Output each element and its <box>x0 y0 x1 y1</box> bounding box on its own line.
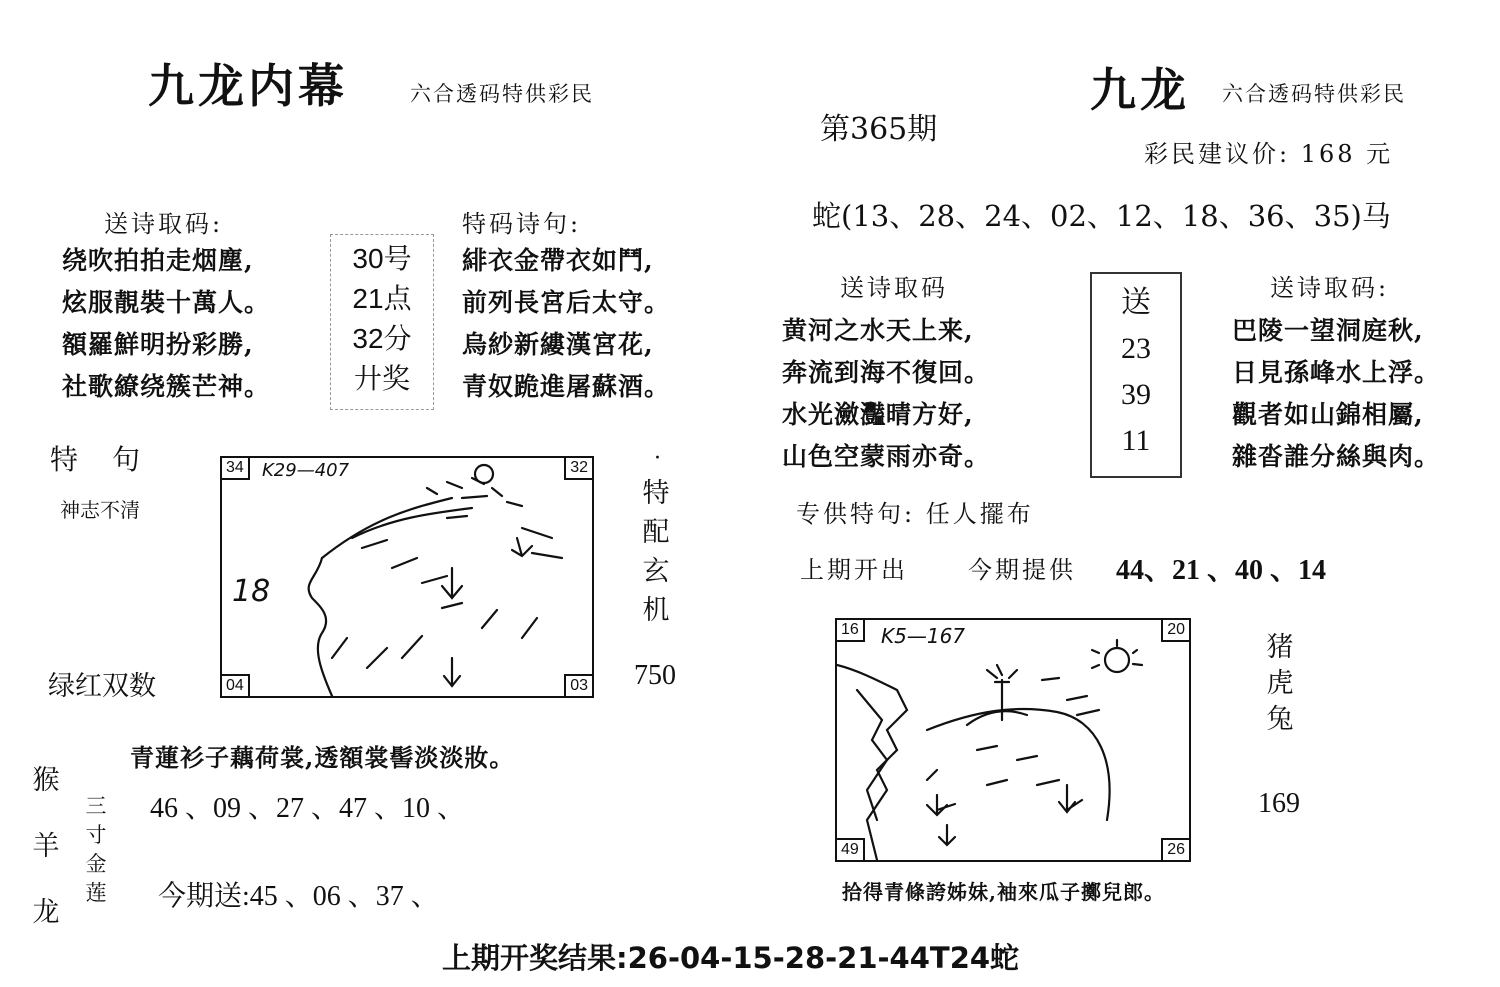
center-box-line: 廾奖 <box>353 363 410 394</box>
center-box-line: 32分 <box>352 323 412 354</box>
vertical-char: 玄 <box>642 556 670 587</box>
poem-line: 山色空蒙雨亦奇。 <box>782 442 991 471</box>
right-subtitle: 六合透码特供彩民 <box>1222 82 1406 106</box>
san-cun-vertical <box>82 792 110 908</box>
corner-number: 32 <box>564 456 594 480</box>
send-box-line: 送 <box>1121 286 1151 319</box>
vertical-animals <box>28 748 64 946</box>
corner-number: 34 <box>220 456 250 480</box>
shen-zhi-label: 神志不清 <box>60 498 140 522</box>
jin-qi-numbers: 44、21 、40 、14 <box>1116 555 1327 586</box>
left-subtitle: 六合透码特供彩民 <box>410 82 594 106</box>
left-poem-send <box>62 240 270 408</box>
right-poem-b-heading: 送诗取码: <box>1270 274 1390 302</box>
number-169: 169 <box>1258 788 1300 819</box>
vertical-char: 龙 <box>32 897 60 928</box>
poem-line: 青奴跪進屠蘇酒。 <box>462 372 671 401</box>
left-poem-special <box>462 240 670 408</box>
left-numbers-row: 46 、09 、27 、47 、10 、 <box>150 793 466 824</box>
send-box-line: 23 <box>1121 332 1151 365</box>
landscape-sketch-icon <box>222 458 592 696</box>
poem-line: 額羅鮮明扮彩勝, <box>62 330 254 359</box>
lv-hong-label: 绿红双数 <box>48 671 156 702</box>
left-poem-send-heading: 送诗取码: <box>104 210 224 238</box>
price-label: 彩民建议价: 168 元 <box>1144 140 1394 168</box>
poem-line: 雜沓誰分絲與肉。 <box>1232 442 1441 471</box>
right-poem-a <box>782 310 990 478</box>
poem-line: 黄河之水天上来, <box>782 316 974 345</box>
right-poem-line: 拾得青條誇姊妹,袖來瓜子擲兒郎。 <box>842 880 1165 904</box>
jin-qi-ti-gong-label: 今期提供 <box>968 556 1076 584</box>
poem-line: 日見孫峰水上浮。 <box>1232 358 1441 387</box>
vertical-char: 猪 <box>1266 632 1294 663</box>
left-side-vertical <box>638 474 674 630</box>
snake-horse-line: 蛇(13、28、24、02、12、18、36、35)马 <box>812 199 1391 233</box>
right-side-vertical <box>1262 630 1298 738</box>
left-center-box <box>330 234 434 410</box>
te-ju-label: 特 句 <box>50 443 144 476</box>
corner-number: 04 <box>220 674 250 698</box>
right-poem-b <box>1232 310 1440 478</box>
corner-number: 03 <box>564 674 594 698</box>
dot-mark: · <box>654 446 661 471</box>
vertical-char: 羊 <box>32 831 60 862</box>
right-title: 九龙 <box>1090 63 1190 117</box>
left-sketch-number: 18 <box>232 574 271 609</box>
poem-line: 觀者如山錦相屬, <box>1232 400 1424 429</box>
vertical-char: 猴 <box>32 765 60 796</box>
corner-number: 49 <box>835 838 865 862</box>
corner-number: 16 <box>835 618 865 642</box>
send-box <box>1090 272 1182 478</box>
number-750: 750 <box>634 660 676 691</box>
corner-number: 20 <box>1161 618 1191 642</box>
poem-line: 绕吹拍拍走烟塵, <box>62 246 254 275</box>
vertical-char: 金 <box>85 852 107 876</box>
vertical-char: 特 <box>642 478 670 509</box>
poem-line: 奔流到海不復回。 <box>782 358 991 387</box>
vertical-char: 虎 <box>1266 668 1294 699</box>
center-box-line: 21点 <box>352 283 412 314</box>
jin-qi-send: 今期送:45 、06 、37 、 <box>158 881 439 912</box>
left-poem-special-heading: 特码诗句: <box>462 210 582 238</box>
left-sketch-code: K29—407 <box>262 460 350 481</box>
send-box-line: 11 <box>1121 424 1151 457</box>
vertical-char: 兔 <box>1266 704 1294 735</box>
send-box-line: 39 <box>1121 378 1151 411</box>
last-result: 上期开奖结果:26-04-15-28-21-44T24蛇 <box>442 941 1020 975</box>
poem-line: 社歌繚绕簇芒神。 <box>62 372 271 401</box>
poem-line: 巴陵一望洞庭秋, <box>1232 316 1424 345</box>
left-sketch-frame <box>220 456 594 698</box>
issue-number: 第365期 <box>820 112 938 147</box>
vertical-char: 莲 <box>85 881 107 905</box>
poem-line: 緋衣金帶衣如鬥, <box>462 246 654 275</box>
corner-number: 26 <box>1161 838 1191 862</box>
vertical-char: 寸 <box>85 823 107 847</box>
right-sketch-frame <box>835 618 1191 862</box>
poem-line: 水光瀲灩晴方好, <box>782 400 974 429</box>
vertical-char: 机 <box>642 595 670 626</box>
vertical-char: 配 <box>642 517 670 548</box>
zhuan-gong-line: 专供特句: 任人擺布 <box>796 500 1034 528</box>
vertical-char: 三 <box>85 794 107 818</box>
poem-line: 前列長宮后太守。 <box>462 288 671 317</box>
left-title: 九龙内幕 <box>148 59 348 113</box>
poem-line: 烏紗新縷漢宮花, <box>462 330 654 359</box>
left-poem-line: 青蓮衫子藕荷裳,透額裳髻淡淡妝。 <box>130 743 515 772</box>
sun-mountain-sketch-icon <box>837 620 1189 860</box>
right-sketch-code: K5—167 <box>881 624 966 648</box>
poem-line: 炫服靚裝十萬人。 <box>62 288 271 317</box>
right-poem-a-heading: 送诗取码 <box>840 274 948 302</box>
center-box-line: 30号 <box>352 243 412 274</box>
shang-qi-label: 上期开出 <box>800 556 908 584</box>
